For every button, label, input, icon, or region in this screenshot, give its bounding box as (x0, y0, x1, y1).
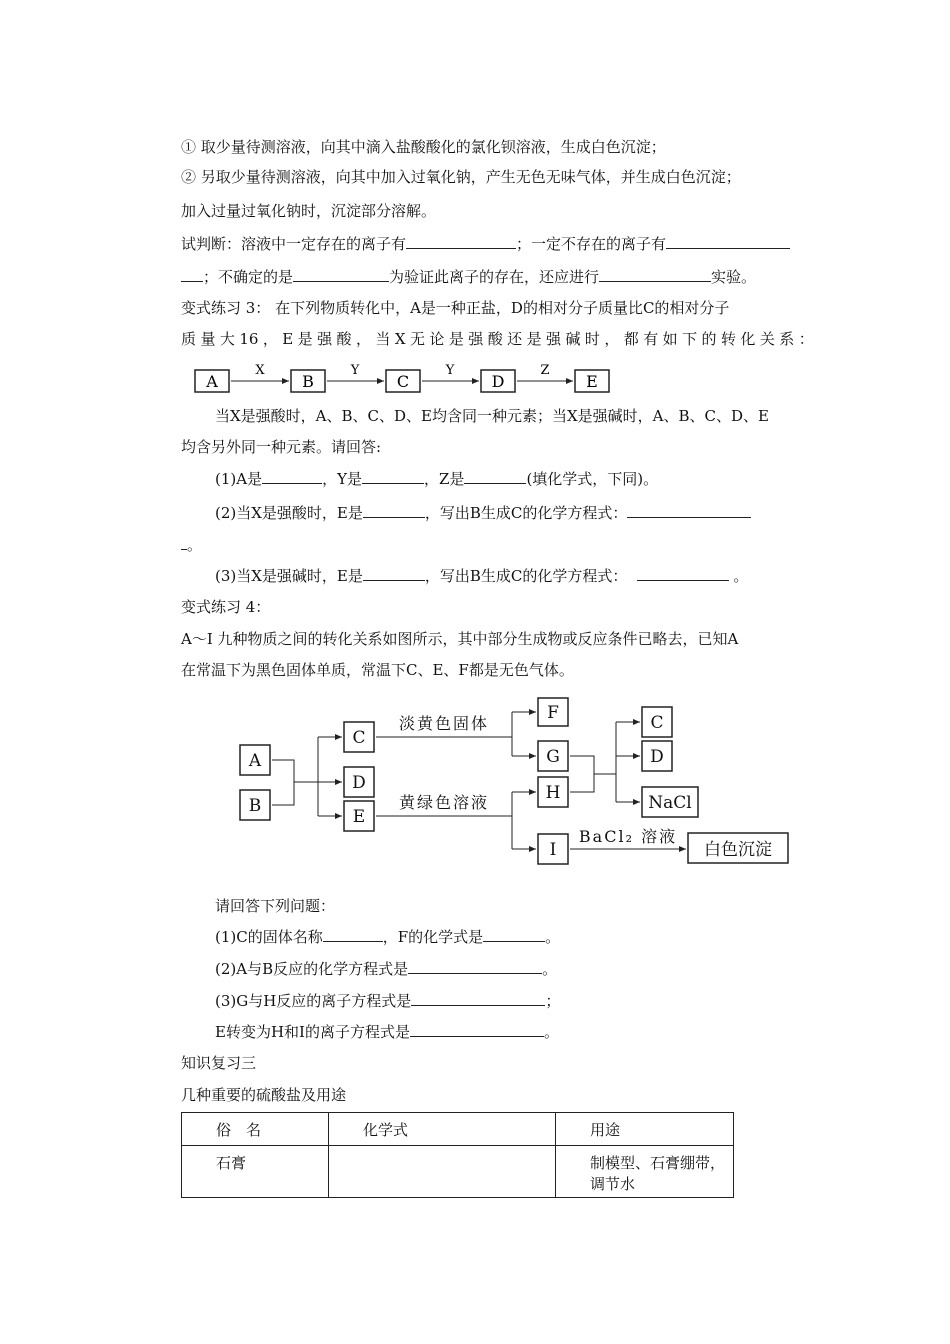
merge-ab-line (272, 760, 294, 805)
ex3-char: 16 (239, 330, 259, 348)
ex3-q1-note: (填化学式，下同)。 (526, 470, 659, 488)
answer-blank-y[interactable] (362, 469, 424, 484)
ex3-char: 有 (643, 330, 659, 348)
ex3-char: 强 (317, 330, 333, 348)
ex3-q2-end: 。 (187, 536, 203, 554)
svg-text:A: A (206, 372, 218, 391)
answer-blank-a[interactable] (262, 469, 322, 484)
ex4-q2-end: 。 (542, 960, 558, 978)
ex3-char: 强 (468, 330, 484, 348)
ex3-char: 如 (662, 330, 678, 348)
ex3-desc-1: 当X是强酸时，A、B、C、D、E均含同一种元素；当X是强碱时，A、B、C、D、E (215, 407, 769, 425)
answer-blank-g-h-ionic-equation[interactable] (411, 991, 545, 1006)
ex3-char: 强 (546, 330, 562, 348)
ex4-desc-1: A～I 九种物质之间的转化关系如图所示，其中部分生成物或反应条件已略去，已知A (181, 630, 739, 648)
ex3-char: 当 (375, 330, 391, 348)
ex3-q1-z-label: ，Z是 (424, 470, 465, 488)
ex3-title-line: 变式练习 3： 在下列物质转化中，A是一种正盐，D的相对分子质量比C的相对分子 (181, 299, 730, 317)
ex3-char: 无 (409, 330, 425, 348)
ex3-char: 关 (759, 330, 775, 348)
ex3-line-2 (181, 328, 814, 350)
ex4-q2 (215, 958, 557, 980)
table-cell-use: 制模型、石膏绷带，调节水 (556, 1146, 734, 1198)
answer-blank-c-solid-name[interactable] (323, 927, 383, 942)
node-c2: C (650, 713, 664, 733)
answer-blank-e-base[interactable] (363, 566, 425, 581)
ex3-char: 是 (448, 330, 464, 348)
node-nacl: NaCl (648, 793, 692, 813)
label-c-to-fg: 淡黄色固体 (398, 714, 490, 733)
ex3-char: ， (355, 330, 371, 348)
reagent-y-2: Y (445, 363, 455, 378)
ex3-q2 (215, 502, 751, 524)
intro-line-5 (181, 266, 756, 288)
table-header-cell: 俗 名 (182, 1113, 329, 1146)
table-header-row (182, 1113, 734, 1146)
label-e-to-hi: 黄绿色溶液 (398, 793, 490, 812)
ex4-q3 (215, 990, 560, 1012)
ex3-char: 碱 (565, 330, 581, 348)
intro-line-5c: 实验。 (711, 268, 757, 286)
table-cell-formula[interactable] (329, 1146, 556, 1198)
chain-node-e (575, 370, 609, 392)
ex3-q3 (215, 565, 748, 587)
sulfate-table (181, 1112, 734, 1198)
node-c: C (352, 728, 366, 748)
ex3-char: ， (604, 330, 620, 348)
node-i: I (549, 840, 557, 860)
node-e: E (352, 807, 366, 827)
ex3-char: 酸 (487, 330, 503, 348)
ex3-char: 还 (507, 330, 523, 348)
ex3-desc-2: 均含另外同一种元素。请回答: (181, 438, 382, 456)
table-header-cell: 化学式 (329, 1113, 556, 1146)
chain-node-b (291, 370, 325, 392)
ex3-char: 酸 (336, 330, 352, 348)
svg-text:B: B (302, 372, 314, 391)
intro-line-4a: 试判断：溶液中一定存在的离子有 (181, 235, 407, 253)
ex3-q3-label: (3)当X是强碱时，E是 (215, 567, 363, 585)
answer-blank-experiment[interactable] (599, 267, 711, 282)
ex4-q2-label: (2)A与B反应的化学方程式是 (215, 960, 409, 978)
answer-blank-f-formula[interactable] (483, 927, 545, 942)
ex3-char: 大 (219, 330, 235, 348)
ex3-q1-y-label: ，Y是 (322, 470, 362, 488)
table-header-cell: 用途 (556, 1113, 734, 1146)
chain-node-d (481, 370, 515, 392)
review-subheading: 几种重要的硫酸盐及用途 (181, 1086, 347, 1104)
node-d: D (352, 773, 366, 793)
ex4-q1-label: (1)C的固体名称 (215, 928, 323, 946)
intro-line-5b: 为验证此离子的存在，还应进行 (389, 268, 600, 286)
answer-blank-z[interactable] (464, 469, 526, 484)
ex3-char: 转 (720, 330, 736, 348)
ex3-q3-eq-label: ，写出B生成C的化学方程式： (424, 567, 628, 585)
ex3-char: 化 (740, 330, 756, 348)
answer-blank-b-to-c-base[interactable] (637, 566, 729, 581)
node-precipitate: 白色沉淀 (704, 840, 772, 860)
ex3-q2-label: (2)当X是强酸时，E是 (215, 504, 363, 522)
reaction-chain-diagram (190, 360, 620, 396)
intro-line-3: 加入过量过氧化钠时，沉淀部分溶解。 (181, 202, 437, 220)
ex4-q1 (215, 926, 560, 948)
ex3-char: 系 (779, 330, 795, 348)
answer-blank-ions-present[interactable] (406, 234, 516, 249)
ex4-q1-end: 。 (545, 928, 561, 946)
ex3-char: 时 (584, 330, 600, 348)
ex4-title: 变式练习 4： (181, 598, 271, 616)
node-h: H (545, 783, 561, 803)
ex3-char: 都 (623, 330, 639, 348)
answer-blank-ions-absent[interactable] (666, 234, 790, 249)
reagent-z: Z (540, 363, 550, 378)
answer-blank-ions-absent-cont[interactable] (181, 267, 203, 282)
review-heading: 知识复习三 (181, 1054, 257, 1072)
ex4-q4-end: 。 (543, 1023, 559, 1041)
ex4-q3-label: (3)G与H反应的离子方程式是 (215, 992, 412, 1010)
ex3-char: 是 (526, 330, 542, 348)
answer-blank-uncertain[interactable] (293, 267, 389, 282)
merge-gh-line (570, 756, 594, 792)
ex3-q1 (215, 468, 658, 490)
svg-text:D: D (491, 372, 505, 391)
intro-line-4b: ；一定不存在的离子有 (516, 235, 667, 253)
chain-node-c (386, 370, 420, 392)
ex4-prompt: 请回答下列问题： (215, 897, 336, 915)
answer-blank-e-to-hi-ionic-equation[interactable] (410, 1022, 544, 1037)
ex3-q2-eq-label: ，写出B生成C的化学方程式： (424, 504, 628, 522)
node-b: B (248, 796, 262, 816)
intro-line-4 (181, 233, 790, 255)
ex3-char: E (282, 330, 294, 348)
ex4-q4-label: E转变为H和I的离子方程式是 (215, 1023, 410, 1041)
answer-blank-a-b-equation[interactable] (408, 959, 542, 974)
node-a: A (248, 751, 262, 771)
svg-text:E: E (586, 372, 598, 391)
node-f: F (547, 703, 559, 723)
node-g: G (546, 747, 560, 767)
ex3-char: 的 (701, 330, 717, 348)
ex3-char: 是 (297, 330, 313, 348)
answer-blank-b-to-c-acid[interactable] (627, 503, 751, 518)
ex3-char: ： (798, 330, 814, 348)
reagent-y-1: Y (350, 363, 360, 378)
intro-line-5a: ；不确定的是 (203, 268, 294, 286)
intro-line-1: ① 取少量待测溶液，向其中滴入盐酸酸化的氯化钡溶液，生成白色沉淀； (181, 138, 666, 156)
conversion-flow-diagram (236, 692, 796, 872)
ex3-q1-label: (1)A是 (215, 470, 263, 488)
node-d2: D (650, 747, 664, 767)
ex3-q2-cont (181, 534, 202, 556)
ex3-char: 论 (429, 330, 445, 348)
chain-node-a (195, 370, 229, 392)
ex3-q3-end: 。 (733, 567, 749, 585)
ex3-char: X (394, 330, 406, 348)
ex4-q3-end: ； (545, 992, 561, 1010)
label-i-to-precipitate: BaCl₂ 溶液 (578, 827, 678, 846)
reagent-x: X (255, 363, 265, 378)
intro-line-2: ② 另取少量待测溶液，向其中加入过氧化钠，产生无色无味气体，并生成白色沉淀； (181, 168, 741, 186)
table-cell-name: 石膏 (182, 1146, 329, 1198)
table-row (182, 1146, 734, 1198)
answer-blank-e-acid[interactable] (363, 503, 425, 518)
ex3-char: 下 (682, 330, 698, 348)
svg-text:C: C (396, 372, 410, 391)
ex4-q1-f-label: ，F的化学式是 (382, 928, 484, 946)
ex4-q4 (215, 1021, 559, 1043)
ex3-char: ， (262, 330, 278, 348)
ex3-char: 量 (200, 330, 216, 348)
ex4-desc-2: 在常温下为黑色固体单质，常温下C、E、F都是无色气体。 (181, 661, 574, 679)
ex3-char: 质 (181, 330, 197, 348)
